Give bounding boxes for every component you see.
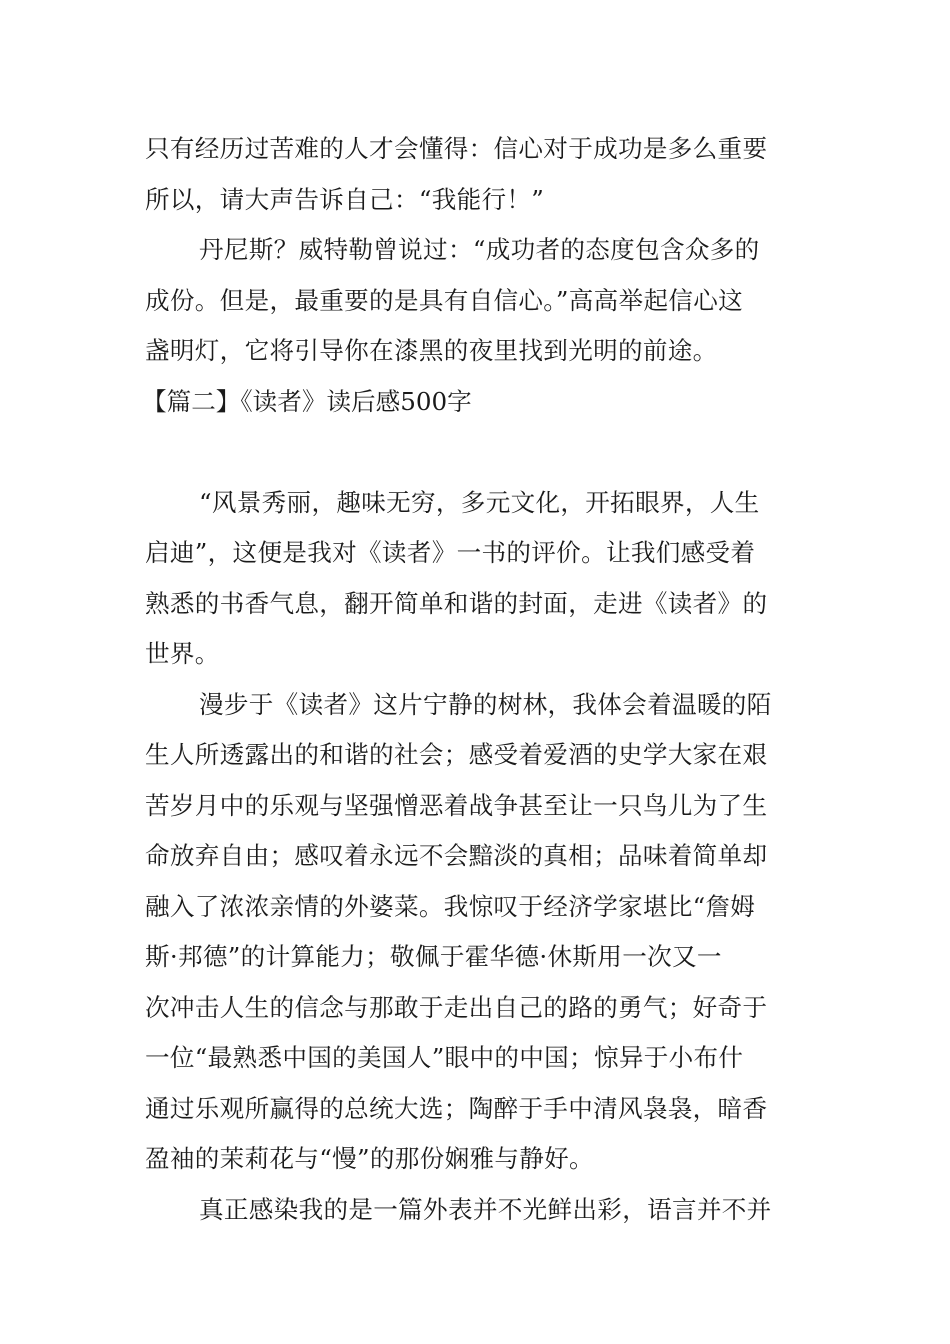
text-line: 盏明灯，它将引导你在漆黑的夜里找到光明的前途。	[145, 336, 718, 365]
text-line: 所以，请大声告诉自己：“我能行！”	[145, 184, 545, 214]
paragraph-3	[145, 478, 810, 680]
text-line: 一位“最熟悉中国的美国人”眼中的中国；惊异于小布什	[145, 1043, 744, 1072]
text-line: 斯·邦德”的计算能力；敬佩于霍华德·休斯用一次又一	[145, 942, 722, 971]
text-line: 成份。但是，最重要的是具有自信心。”高高举起信心这	[145, 285, 744, 315]
paragraph-4	[145, 680, 810, 1185]
text-line: 苦岁月中的乐观与坚强憎恶着战争甚至让一只鸟儿为了生	[145, 790, 768, 820]
paragraph-1	[145, 124, 810, 225]
text-line: “风景秀丽，趣味无穷，多元文化，开拓眼界，人生	[199, 487, 760, 517]
text-line: 漫步于《读者》这片宁静的树林，我体会着温暖的陌	[199, 689, 772, 719]
document-page	[142, 124, 810, 1235]
text-line: 融入了浓浓亲情的外婆菜。我惊叹于经济学家堪比“詹姆	[145, 891, 756, 921]
text-line: 只有经历过苦难的人才会懂得：信心对于成功是多么重要	[145, 134, 768, 163]
text-line: 命放弃自由；感叹着永远不会黯淡的真相；品味着简单却	[145, 841, 768, 870]
text-line: 次冲击人生的信念与那敢于走出自己的路的勇气；好奇于	[145, 992, 768, 1022]
text-line: 生人所透露出的和谐的社会；感受着爱酒的史学大家在艰	[145, 740, 768, 769]
paragraph-2	[145, 225, 810, 377]
section-heading: 【篇二】《读者》读后感500字	[142, 386, 472, 416]
text-line: 盈袖的茉莉花与“慢”的那份娴雅与静好。	[145, 1144, 594, 1173]
text-line: 世界。	[145, 639, 220, 668]
paragraph-5	[145, 1185, 810, 1236]
text-line: 通过乐观所赢得的总统大选；陶醉于手中清风袅袅，暗香	[145, 1093, 768, 1123]
text-line: 真正感染我的是一篇外表并不光鲜出彩，语言并不并	[199, 1194, 772, 1224]
text-line: 丹尼斯？威特勒曾说过：“成功者的态度包含众多的	[199, 235, 760, 264]
text-line: 熟悉的书香气息，翻开简单和谐的封面，走进《读者》的	[145, 588, 768, 618]
text-line: 启迪”，这便是我对《读者》一书的评价。让我们感受着	[145, 538, 756, 567]
blank-gap	[145, 427, 810, 478]
